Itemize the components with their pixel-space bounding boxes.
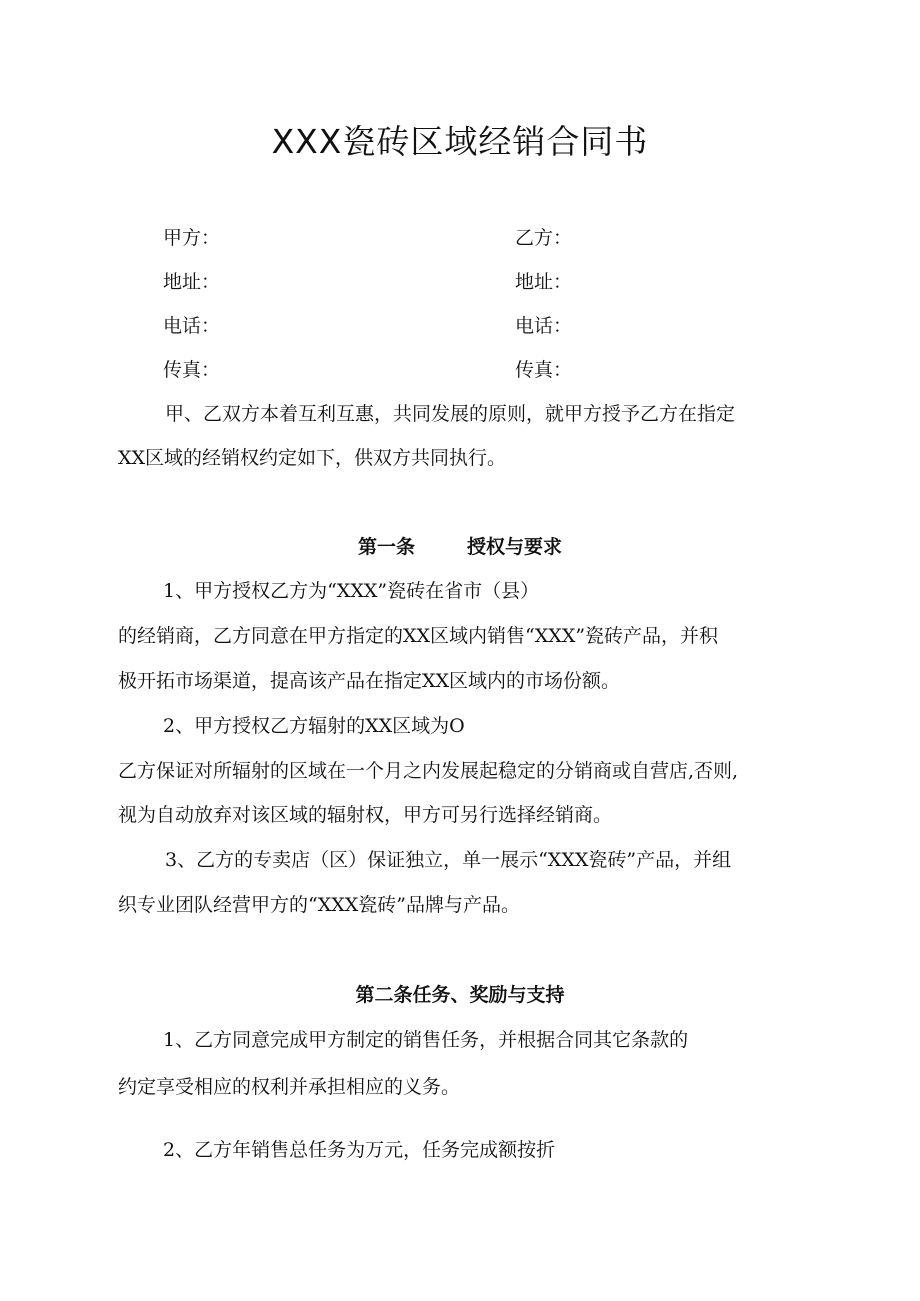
document-title: XXX瓷砖区域经销合同书 bbox=[271, 122, 649, 161]
party-a-name-label: 甲方： bbox=[163, 227, 221, 249]
party-b-fax-label: 传真： bbox=[515, 359, 573, 381]
article-2-line-3: 2、乙方年销售总任务为万元，任务完成额按折 bbox=[163, 1139, 556, 1161]
intro-line-2: XX区域的经销权约定如下，供双方共同执行。 bbox=[118, 447, 507, 469]
party-a-fax-label: 传真： bbox=[163, 359, 221, 381]
article-1-line-4: 2、甲方授权乙方辐射的XX区域为O bbox=[163, 715, 465, 737]
article-2-line-2: 约定享受相应的权利并承担相应的义务。 bbox=[118, 1076, 461, 1098]
party-a-phone-label: 电话： bbox=[163, 315, 221, 337]
article-1-line-5: 乙方保证对所辐射的区域在一个月之内发展起稳定的分销商或自营店,否则, bbox=[118, 760, 739, 782]
party-b-name-label: 乙方： bbox=[515, 227, 573, 249]
article-1-heading bbox=[0, 532, 920, 562]
party-row-address bbox=[0, 267, 920, 297]
party-a-address-label: 地址： bbox=[163, 271, 221, 293]
article-1-line-8: 织专业团队经营甲方的“XXX瓷砖”品牌与产品。 bbox=[118, 894, 521, 916]
party-row-fax bbox=[0, 355, 920, 385]
article-1-line-3: 极开拓市场渠道，提高该产品在指定XX区域内的市场份额。 bbox=[118, 670, 621, 692]
article-1-title: 授权与要求 bbox=[467, 536, 563, 558]
article-1-line-7: 3、乙方的专卖店（区）保证独立，单一展示“XXX瓷砖”产品，并组 bbox=[165, 849, 732, 871]
article-2-heading: 第二条任务、奖励与支持 bbox=[355, 984, 565, 1006]
article-1-line-6: 视为自动放弃对该区域的辐射权，甲方可另行选择经销商。 bbox=[118, 804, 613, 826]
article-1-line-1: 1、甲方授权乙方为“XXX”瓷砖在省市（县） bbox=[163, 580, 540, 602]
party-b-address-label: 地址： bbox=[515, 271, 573, 293]
party-row-name bbox=[0, 223, 920, 253]
article-1-line-2: 的经销商，乙方同意在甲方指定的XX区域内销售“XXX”瓷砖产品，并积 bbox=[118, 625, 719, 647]
intro-line-1: 甲、乙双方本着互利互惠，共同发展的原则，就甲方授予乙方在指定 bbox=[165, 403, 736, 425]
article-2-line-1: 1、乙方同意完成甲方制定的销售任务，并根据合同其它条款的 bbox=[163, 1029, 689, 1051]
party-b-phone-label: 电话： bbox=[515, 315, 573, 337]
article-1-number: 第一条 bbox=[357, 536, 415, 558]
party-row-phone bbox=[0, 311, 920, 341]
